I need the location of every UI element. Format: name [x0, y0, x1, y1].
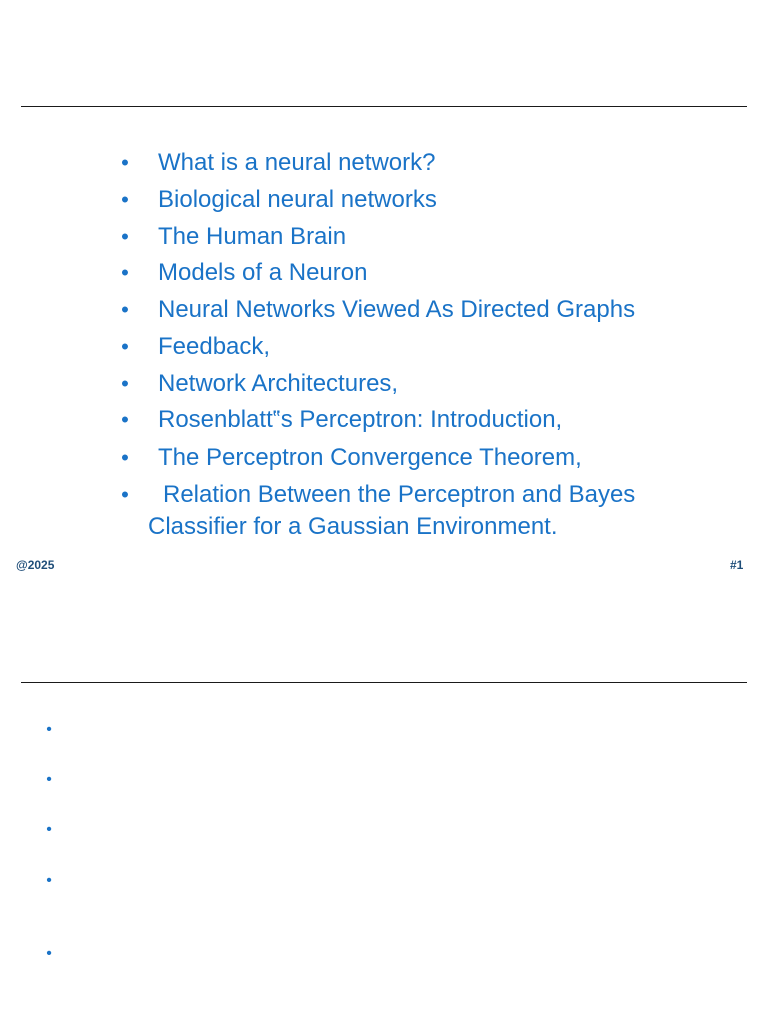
- bullet-icon: •: [121, 371, 129, 396]
- bullet-icon: •: [121, 334, 129, 359]
- list-item-text: Feedback,: [158, 333, 271, 360]
- bullet-icon: •: [121, 407, 129, 432]
- list-item-text: What is a neural network?: [158, 149, 436, 176]
- bullet-icon: •: [121, 187, 129, 212]
- list-item-text: Neural Networks Viewed As Directed Graphs: [158, 296, 636, 323]
- list-item-text: Network Architectures,: [158, 370, 399, 397]
- bullet-icon: •: [46, 821, 52, 838]
- bullet-icon: •: [121, 224, 129, 249]
- bullet-icon: •: [121, 150, 129, 175]
- footer-year: @2025: [16, 558, 55, 572]
- bullet-icon: •: [46, 945, 52, 962]
- list-item-text: The Perceptron Convergence Theorem,: [158, 444, 582, 471]
- list-item-text: Rosenblatt‟s Perceptron: Introduction,: [158, 406, 563, 433]
- second-slide-divider-line: [21, 682, 747, 683]
- top-divider-line: [21, 106, 747, 107]
- bullet-icon: •: [46, 771, 52, 788]
- slide-number: #1: [730, 558, 744, 572]
- bullet-icon: •: [121, 260, 129, 285]
- bullet-icon: •: [121, 482, 129, 507]
- list-item-text: Models of a Neuron: [158, 259, 368, 286]
- bullet-icon: •: [46, 872, 52, 889]
- bullet-icon: •: [121, 445, 129, 470]
- bullet-icon: •: [46, 721, 52, 738]
- list-item-text: The Human Brain: [158, 223, 347, 250]
- list-item-text: Biological neural networks: [158, 186, 437, 213]
- list-item-continuation: Classifier for a Gaussian Environment.: [148, 513, 558, 540]
- list-item-text: Relation Between the Perceptron and Bayes: [163, 481, 636, 508]
- bullet-icon: •: [121, 297, 129, 322]
